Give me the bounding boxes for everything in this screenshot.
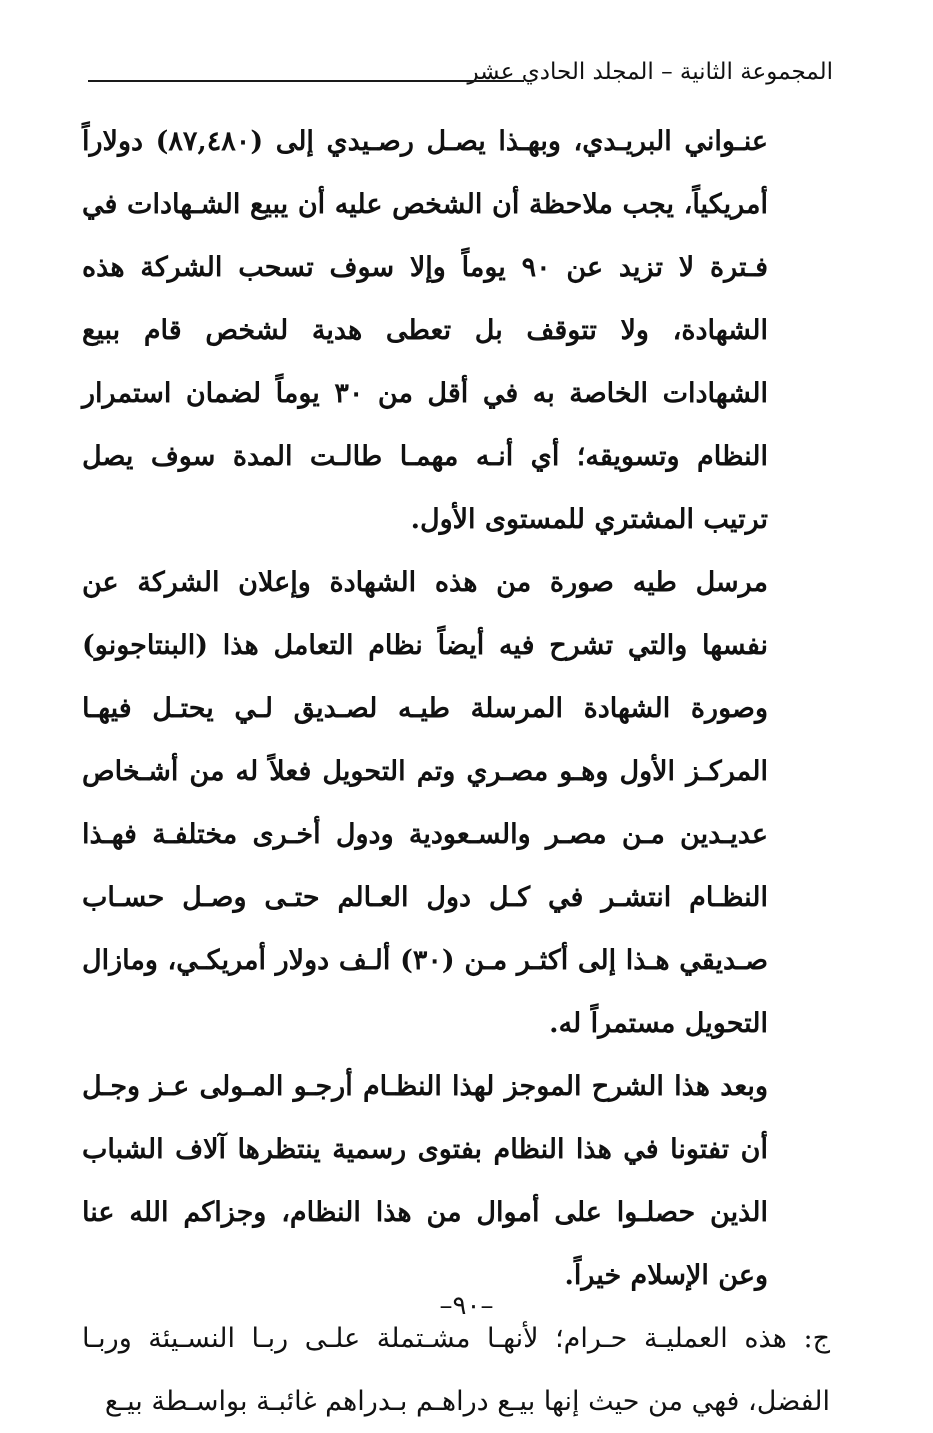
header-divider	[88, 80, 524, 82]
running-header-title: المجموعة الثانية – المجلد الحادي عشر	[467, 59, 833, 85]
question-paragraph-1: عنـواني البريـدي، وبهـذا يصـل رصـيدي إلى (٨٧,٤٨٠) دولاراً أمريكياً، يجب ملاحظة أن الشخص عليه أن يبيع الشـهادات في فـترة لا تزيد عن ٩٠ يوماً وإلا سوف تسحب الشركة هذه الشهادة، ولا تتوقف بل تعطى هدية لشخص قام ببيع الشهادات الخاصة به في أقل من ٣٠ يوماً لضمان استمرار النظام وتسويقه؛ أي أنـه مهمـا طالـت المدة سوف يصل ترتيب المشتري للمستوى الأول.	[82, 126, 769, 535]
question-paragraph-3: وبعد هذا الشرح الموجز لهذا النظـام أرجـو المـولى عـز وجـل أن تفتونا في هذا النظام بفتوى رسمية ينتظرها آلاف الشباب الذين حصلـوا على أموال من هذا النظام، وجزاكم الله عنا وعن الإسلام خيراً.	[82, 1071, 768, 1291]
answer-paragraph: ج: هذه العمليـة حـرام؛ لأنهـا مشـتملة علـى ربـا النسـيئة وربـا الفضل، فهي من حيث إنها بيـع دراهـم بـدراهم غائبـة بواسـطة بيـع	[82, 1323, 830, 1417]
question-paragraph-2: مرسل طيه صورة من هذه الشهادة وإعلان الشركة عن نفسها والتي تشرح فيه أيضاً نظام التعامل هذا (البنتاجونو) وصورة الشهادة المرسلة طيـه لصـديق لـي يحتـل فيهـا المركـز الأول وهـو مصـري وتم التحويل فعلاً له من أشـخاص عديـدين مـن مصـر والسـعودية ودول أخـرى مختلفـة فهـذا النظـام انتشـر في كـل دول العـالم حتـى وصـل حسـاب صـديقي هـذا إلى أكثـر مـن (٣٠) ألـف دولار أمريكـي، ومازال التحويل مستمراً له.	[82, 567, 768, 1039]
body-text	[82, 110, 830, 1433]
page-number: –٩٠–	[439, 1291, 494, 1321]
